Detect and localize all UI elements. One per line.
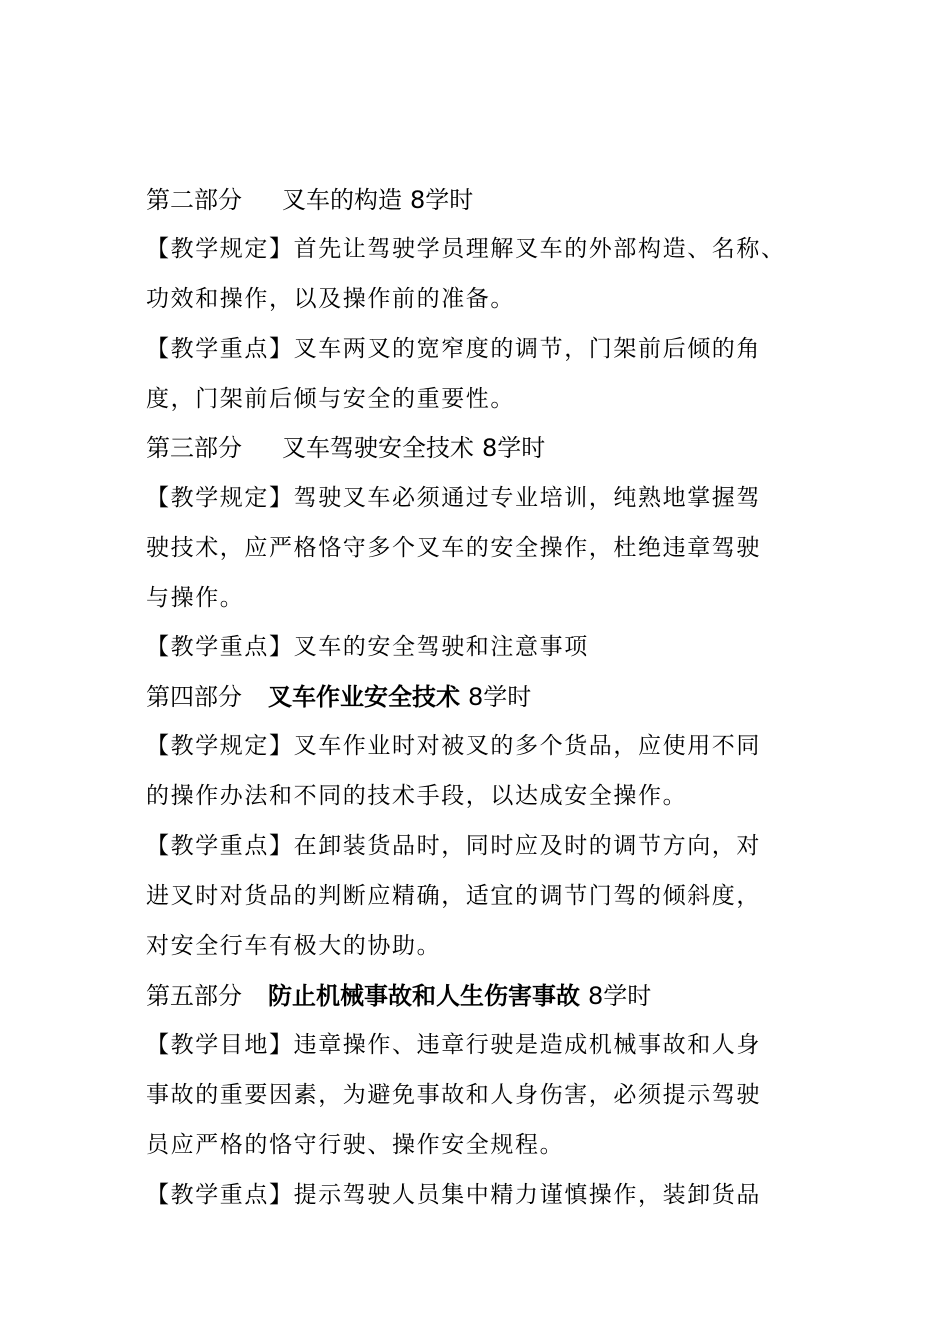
paragraph-line: 【教学目地】违章操作、违章行驶是造成机械事故和人身 xyxy=(146,1032,761,1058)
paragraph-line: 的操作办法和不同的技术手段，以达成安全操作。 xyxy=(146,783,688,809)
section-title: 叉车作业安全技术 xyxy=(268,683,460,711)
section-hours: 8学时 xyxy=(588,982,652,1010)
paragraph-line: 【教学规定】驾驶叉车必须通过专业培训，纯熟地掌握驾 xyxy=(146,485,761,511)
section-title: 叉车驾驶安全技术 xyxy=(282,434,474,462)
paragraph-line: 事故的重要因素，为避免事故和人身伤害，必须提示驾驶 xyxy=(146,1082,761,1108)
section-heading-part-4 xyxy=(146,685,531,709)
paragraph-line: 功效和操作，以及操作前的准备。 xyxy=(146,286,515,312)
part-label: 第四部分 xyxy=(146,683,242,711)
paragraph-line: 驶技术，应严格恪守多个叉车的安全操作，杜绝违章驾驶 xyxy=(146,535,761,561)
section-heading-part-2 xyxy=(146,188,473,212)
paragraph-line: 【教学规定】叉车作业时对被叉的多个货品，应使用不同 xyxy=(146,733,761,759)
paragraph-line: 【教学重点】在卸装货品时，同时应及时的调节方向，对 xyxy=(146,833,761,859)
part-label: 第五部分 xyxy=(146,982,242,1010)
section-title: 防止机械事故和人生伤害事故 xyxy=(268,982,580,1010)
paragraph-line: 员应严格的恪守行驶、操作安全规程。 xyxy=(146,1132,565,1158)
section-hours: 8学时 xyxy=(410,186,474,214)
paragraph-line: 【教学重点】提示驾驶人员集中精力谨慎操作，装卸货品 xyxy=(146,1182,761,1208)
paragraph-line: 对安全行车有极大的协助。 xyxy=(146,933,442,959)
paragraph-line: 与操作。 xyxy=(146,585,245,611)
paragraph-line: 【教学规定】首先让驾驶学员理解叉车的外部构造、名称、 xyxy=(146,236,786,262)
section-hours: 8学时 xyxy=(482,434,546,462)
part-label: 第三部分 xyxy=(146,434,242,462)
section-title: 叉车的构造 xyxy=(282,186,402,214)
section-heading-part-3 xyxy=(146,436,545,460)
paragraph-line: 进叉时对货品的判断应精确，适宜的调节门驾的倾斜度， xyxy=(146,883,761,909)
part-label: 第二部分 xyxy=(146,186,242,214)
section-heading-part-5 xyxy=(146,984,651,1008)
section-hours: 8学时 xyxy=(468,683,532,711)
paragraph-line: 度，门架前后倾与安全的重要性。 xyxy=(146,386,515,412)
paragraph-line: 【教学重点】叉车两叉的宽窄度的调节，门架前后倾的角 xyxy=(146,336,761,362)
paragraph-line: 【教学重点】叉车的安全驾驶和注意事项 xyxy=(146,634,589,660)
